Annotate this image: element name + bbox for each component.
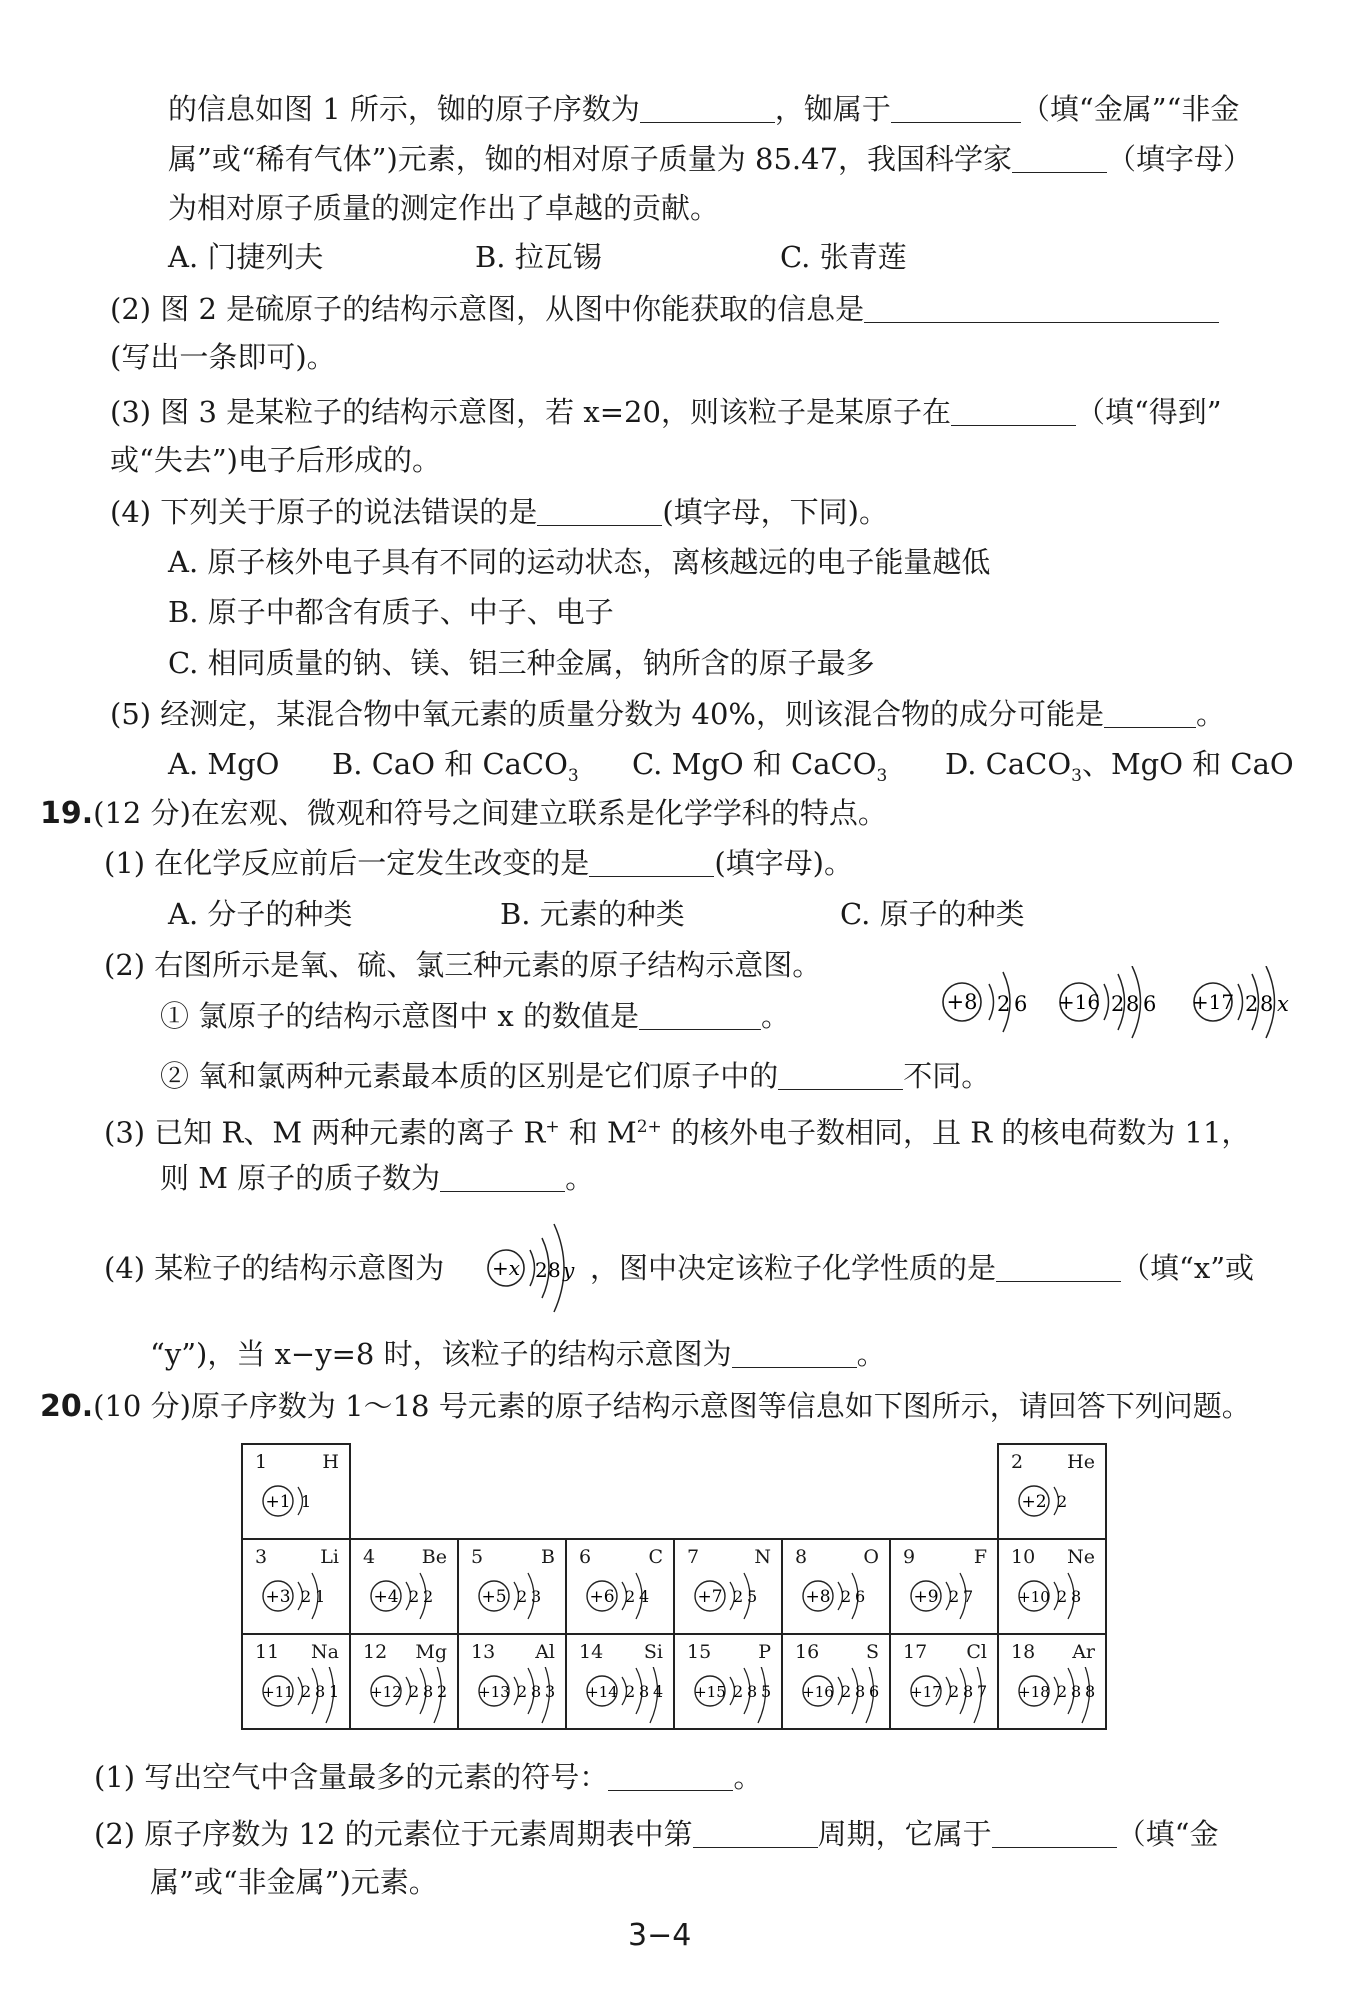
element-symbol: Al <box>535 1641 555 1663</box>
atom-diagram <box>1017 1477 1107 1541</box>
q18-part3 <box>110 392 1222 432</box>
q19-part1-opt-a: A. 分子的种类 <box>168 897 353 931</box>
nucleus-label: +16 <box>802 1683 834 1701</box>
atom-diagram <box>369 1572 459 1636</box>
shell-electrons: 8 <box>531 1682 542 1701</box>
q19-part4-b <box>590 1248 1254 1288</box>
atom-diagram <box>477 1667 567 1731</box>
q18-intro-line1 <box>168 89 1239 129</box>
answer-blank[interactable] <box>778 1059 903 1090</box>
atom-structure-svg <box>477 1667 567 1727</box>
nucleus-label: +15 <box>694 1683 726 1701</box>
shell-electrons: 2 <box>301 1682 312 1701</box>
subscript: 3 <box>1071 765 1082 786</box>
q19-part2-1-text: 。 <box>761 999 791 1033</box>
element-cell <box>566 1634 674 1729</box>
atom-diagram <box>801 1667 891 1731</box>
answer-blank[interactable] <box>608 1760 733 1791</box>
atom-structure-svg <box>477 1572 567 1632</box>
q19-part3-cont <box>160 1158 594 1198</box>
answer-blank[interactable] <box>537 495 662 526</box>
answer-blank[interactable] <box>640 92 775 123</box>
shell-electrons: 7 <box>977 1682 988 1701</box>
atom-structure-svg <box>1017 1572 1107 1632</box>
atom-diagram <box>693 1667 783 1731</box>
shell-electrons: 8 <box>1126 992 1140 1016</box>
q18-intro-text: （填字母） <box>1107 142 1253 176</box>
q19-part3 <box>104 1107 1250 1153</box>
element-cell <box>998 1634 1106 1729</box>
element-symbol: Ar <box>1072 1641 1095 1663</box>
element-symbol: P <box>758 1641 771 1663</box>
q19-part2-1-text: ① 氯原子的结构示意图中 x 的数值是 <box>160 999 640 1033</box>
q18-opt-a: A. 门捷列夫 <box>168 240 324 274</box>
answer-blank[interactable] <box>996 1251 1121 1282</box>
q18-part3-text: （填“得到” <box>1075 395 1222 429</box>
q18-opt-c: C. 张青莲 <box>780 240 907 274</box>
shell-electrons: 5 <box>747 1587 758 1606</box>
q19-part3-text: 。 <box>565 1161 595 1195</box>
q19-part4-text: ，图中决定该粒子化学性质的是 <box>590 1251 997 1285</box>
atom-structure-svg <box>801 1572 891 1632</box>
shell-electrons: 8 <box>423 1682 434 1701</box>
atom-structure-svg <box>693 1667 783 1727</box>
shell-electrons: 6 <box>1014 992 1028 1016</box>
shell-electrons: 2 <box>841 1682 852 1701</box>
subscript: 3 <box>876 765 888 786</box>
q18-part4-text: (4) 下列关于原子的说法错误的是 <box>110 495 538 529</box>
element-cell <box>782 1634 890 1729</box>
option-text: B. CaO 和 CaCO <box>332 747 568 781</box>
q19-part1-text: (1) 在化学反应前后一定发生改变的是 <box>104 846 590 880</box>
q18-part4-text: (填字母，下同)。 <box>662 495 888 529</box>
atom-structure-svg <box>261 1572 351 1632</box>
element-cell <box>458 1539 566 1634</box>
q19-part1-opt-c: C. 原子的种类 <box>840 897 1025 931</box>
shell-electrons: 8 <box>1085 1682 1096 1701</box>
shell-electrons: 8 <box>963 1682 974 1701</box>
empty-cell <box>674 1444 782 1539</box>
atom-diagram <box>261 1667 351 1731</box>
answer-blank[interactable] <box>864 292 1219 323</box>
element-cell <box>890 1539 998 1634</box>
shell-electrons: 1 <box>315 1587 326 1606</box>
nucleus-label: +2 <box>1021 1492 1047 1512</box>
page-number: 3−4 <box>628 1918 692 1953</box>
atomic-number: 15 <box>687 1641 712 1663</box>
atom-diagram <box>261 1572 351 1636</box>
atom-structure-svg <box>935 966 1055 1056</box>
atomic-number: 17 <box>903 1641 928 1663</box>
shell-electrons: 4 <box>653 1682 664 1701</box>
answer-blank[interactable] <box>639 999 761 1030</box>
element-symbol: F <box>973 1546 987 1568</box>
element-cell <box>350 1634 458 1729</box>
nucleus-label: +9 <box>913 1587 939 1607</box>
nucleus-label: +18 <box>1018 1683 1050 1701</box>
shell-electrons: 2 <box>437 1682 448 1701</box>
atom-structure-svg <box>909 1572 999 1632</box>
q20-part1-text: 。 <box>733 1760 763 1794</box>
q19-part2-2-text: ② 氧和氯两种元素最本质的区别是它们原子中的 <box>160 1059 779 1093</box>
q20-number: 20. <box>40 1389 94 1424</box>
atom-structure-svg <box>369 1667 459 1727</box>
element-symbol: He <box>1067 1451 1095 1473</box>
atom-diagram <box>369 1667 459 1731</box>
element-symbol: Cl <box>966 1641 987 1663</box>
empty-cell <box>782 1444 890 1539</box>
shell-electrons: 2 <box>625 1587 636 1606</box>
atomic-number: 10 <box>1011 1546 1036 1568</box>
shell-electrons: 2 <box>301 1587 312 1606</box>
q19-part4 <box>104 1248 444 1288</box>
element-cell <box>242 1444 350 1539</box>
atom-structure-svg <box>261 1477 351 1537</box>
atom-diagram <box>585 1572 675 1636</box>
shell-electrons: 2 <box>625 1682 636 1701</box>
nucleus-label: +8 <box>805 1587 831 1607</box>
q20-part2-text: （填“金 <box>1116 1817 1219 1851</box>
atom-structure-svg <box>585 1572 675 1632</box>
q18-part5 <box>110 694 1225 734</box>
q18-part2-text: (2) 图 2 是硫原子的结构示意图，从图中你能获取的信息是 <box>110 292 865 326</box>
nucleus-label: +11 <box>262 1683 294 1701</box>
shell-electrons: 2 <box>1245 992 1259 1016</box>
atom-structure-svg <box>693 1572 783 1632</box>
atomic-number: 5 <box>471 1546 484 1568</box>
answer-blank[interactable] <box>693 1817 818 1848</box>
atom-structure-svg <box>369 1572 459 1632</box>
q18-part4-opt-c: C. 相同质量的钠、镁、铝三种金属，钠所含的原子最多 <box>168 646 875 680</box>
q18-part3-text: (3) 图 3 是某粒子的结构示意图，若 x=20，则该粒子是某原子在 <box>110 395 951 429</box>
q19-part3-text: 的核外电子数相同，且 R 的核电荷数为 11， <box>661 1115 1251 1150</box>
nucleus-label: +14 <box>586 1683 618 1701</box>
q19-part1-text: (填字母)。 <box>714 846 853 880</box>
shell-electrons: 2 <box>1057 1492 1068 1511</box>
atomic-number: 14 <box>579 1641 604 1663</box>
element-cell <box>242 1539 350 1634</box>
element-symbol: N <box>754 1546 771 1568</box>
shell-electrons: 8 <box>1260 992 1274 1016</box>
answer-blank[interactable] <box>992 1817 1117 1848</box>
q18-opt-b: B. 拉瓦锡 <box>475 240 602 274</box>
q18-part5-text: 。 <box>1195 697 1225 731</box>
shell-electrons: 2 <box>517 1682 528 1701</box>
shell-electrons: 2 <box>997 992 1011 1016</box>
atom-structure-svg <box>484 1218 599 1318</box>
q18-intro-text: 属”或“稀有气体”)元素，铷的相对原子质量为 85.47，我国科学家 <box>168 142 1013 176</box>
shell-electrons: 2 <box>733 1682 744 1701</box>
atomic-number: 3 <box>255 1546 268 1568</box>
q20-part2-text: (2) 原子序数为 12 的元素位于元素周期表中第 <box>94 1817 693 1851</box>
table-row-period-3 <box>242 1634 1106 1729</box>
atom-structure-svg <box>585 1667 675 1727</box>
element-symbol: Na <box>311 1641 339 1663</box>
atom-structure-svg <box>1017 1477 1107 1537</box>
nucleus-label: +7 <box>697 1587 723 1607</box>
shell-electrons: 7 <box>963 1587 974 1606</box>
element-symbol: Be <box>421 1546 447 1568</box>
nucleus-label: +8 <box>946 990 978 1014</box>
shell-electrons: 2 <box>841 1587 852 1606</box>
element-symbol: H <box>322 1451 339 1473</box>
nucleus-label: +12 <box>370 1683 402 1701</box>
atom-diagram <box>801 1572 891 1636</box>
answer-blank[interactable] <box>589 846 714 877</box>
shell-electrons: 2 <box>733 1587 744 1606</box>
atom-diagram <box>1017 1572 1107 1636</box>
atomic-number: 2 <box>1011 1451 1024 1473</box>
shell-electrons: 6 <box>869 1682 880 1701</box>
atomic-number: 1 <box>255 1451 268 1473</box>
element-symbol: C <box>648 1546 663 1568</box>
atomic-number: 4 <box>363 1546 376 1568</box>
element-cell <box>566 1539 674 1634</box>
atomic-number: 9 <box>903 1546 916 1568</box>
q19-header <box>40 793 887 834</box>
q18-part4 <box>110 492 888 532</box>
atom-diagram-oxygen <box>935 966 1055 1060</box>
q20-part1-text: (1) 写出空气中含量最多的元素的符号： <box>94 1760 609 1794</box>
shell-electrons: 2 <box>949 1587 960 1606</box>
element-cell <box>674 1539 782 1634</box>
nucleus-label: +16 <box>1057 990 1101 1014</box>
shell-electrons: 2 <box>949 1682 960 1701</box>
atom-diagram <box>261 1477 351 1541</box>
nucleus-label: +5 <box>481 1587 507 1607</box>
element-cell <box>242 1634 350 1729</box>
subscript: 3 <box>567 765 579 786</box>
q19-part2: (2) 右图所示是氧、硫、氯三种元素的原子结构示意图。 <box>104 948 822 982</box>
element-symbol: Si <box>643 1641 663 1663</box>
answer-blank[interactable] <box>951 395 1076 426</box>
element-symbol: B <box>541 1546 555 1568</box>
element-cell <box>998 1444 1106 1539</box>
shell-electrons: 6 <box>1143 992 1157 1016</box>
charge-superscript: + <box>545 1117 560 1137</box>
q20-part2 <box>94 1814 1218 1854</box>
atom-diagram <box>909 1572 999 1636</box>
atomic-number: 16 <box>795 1641 820 1663</box>
particle-structure-diagram <box>484 1218 599 1322</box>
shell-electrons: 8 <box>855 1682 866 1701</box>
table-row-period-1 <box>242 1444 1106 1539</box>
q19-part4-cont <box>150 1334 886 1374</box>
option-text: C. MgO 和 CaCO <box>632 747 877 781</box>
element-symbol: S <box>865 1641 879 1663</box>
shell-electrons: y <box>563 1258 575 1282</box>
q18-intro-text: ，铷属于 <box>774 92 891 126</box>
q19-part4-text: （填“x”或 <box>1121 1251 1255 1285</box>
option-text: 、MgO 和 CaO <box>1081 747 1294 781</box>
shell-electrons: 2 <box>423 1587 434 1606</box>
option-text: D. CaCO <box>945 747 1072 781</box>
atomic-number: 12 <box>363 1641 388 1663</box>
q18-part5-text: (5) 经测定，某混合物中氧元素的质量分数为 40%，则该混合物的成分可能是 <box>110 697 1104 731</box>
q20-header <box>40 1386 1251 1427</box>
q18-part2 <box>110 289 1219 329</box>
atomic-number: 8 <box>795 1546 808 1568</box>
q18-part5-opt-d <box>945 744 1294 796</box>
q18-part5-opt-b <box>332 744 579 796</box>
q18-part4-opt-a: A. 原子核外电子具有不同的运动状态，离核越远的电子能量越低 <box>168 545 991 579</box>
element-symbol: Ne <box>1067 1546 1095 1568</box>
q19-part2-2 <box>160 1056 990 1096</box>
shell-electrons: 2 <box>409 1682 420 1701</box>
nucleus-label: +1 <box>265 1492 291 1512</box>
atom-structure-svg <box>801 1667 891 1727</box>
element-cell <box>350 1539 458 1634</box>
shell-electrons: 2 <box>535 1258 548 1282</box>
q19-number: 19. <box>40 796 94 831</box>
q19-part2-2-text: 不同。 <box>903 1059 991 1093</box>
atom-diagram-chlorine <box>1186 966 1326 1060</box>
shell-electrons: 1 <box>301 1492 312 1511</box>
element-cell <box>890 1634 998 1729</box>
answer-blank[interactable] <box>732 1337 857 1368</box>
nucleus-label: +10 <box>1018 1588 1050 1606</box>
atom-diagram <box>1017 1667 1107 1731</box>
empty-cell <box>350 1444 458 1539</box>
answer-blank[interactable] <box>1104 697 1196 728</box>
q19-part4-text: “y”)，当 x−y=8 时，该粒子的结构示意图为 <box>150 1337 732 1371</box>
shell-electrons: 2 <box>1057 1587 1068 1606</box>
q18-part4-opt-b: B. 原子中都含有质子、中子、电子 <box>168 595 614 629</box>
atom-structure-svg <box>261 1667 351 1727</box>
shell-electrons: 8 <box>639 1682 650 1701</box>
q20-part1 <box>94 1757 762 1797</box>
atom-structure-svg <box>1052 966 1192 1056</box>
periodic-table-1-18 <box>241 1443 1107 1730</box>
shell-electrons: 2 <box>1057 1682 1068 1701</box>
element-cell <box>458 1634 566 1729</box>
atom-structure-svg <box>1017 1667 1107 1727</box>
q19-part4-text: (4) 某粒子的结构示意图为 <box>104 1251 445 1285</box>
answer-blank[interactable] <box>891 92 1021 123</box>
q18-part3-cont: 或“失去”)电子后形成的。 <box>110 443 441 477</box>
element-symbol: Mg <box>415 1641 447 1663</box>
empty-cell <box>566 1444 674 1539</box>
q19-part3-text: 则 M 原子的质子数为 <box>160 1161 441 1195</box>
atomic-number: 18 <box>1011 1641 1036 1663</box>
nucleus-label: +17 <box>1191 990 1235 1014</box>
atomic-number: 13 <box>471 1641 496 1663</box>
atom-diagram <box>477 1572 567 1636</box>
q19-part1 <box>104 843 853 883</box>
q20-part2-text: 周期，它属于 <box>817 1817 992 1851</box>
atom-diagram <box>585 1667 675 1731</box>
q18-intro-line3: 为相对原子质量的测定作出了卓越的贡献。 <box>168 191 720 225</box>
atom-diagram-sulfur <box>1052 966 1192 1060</box>
charge-superscript: 2+ <box>636 1117 662 1137</box>
shell-electrons: 5 <box>761 1682 772 1701</box>
q19-part2-1 <box>160 996 790 1036</box>
q19-part1-opt-b: B. 元素的种类 <box>500 897 685 931</box>
element-symbol: Li <box>320 1546 339 1568</box>
shell-electrons: 3 <box>531 1587 542 1606</box>
element-cell <box>782 1539 890 1634</box>
element-cell <box>674 1634 782 1729</box>
nucleus-label: +3 <box>265 1587 291 1607</box>
shell-electrons: 4 <box>639 1587 650 1606</box>
empty-cell <box>890 1444 998 1539</box>
atom-structure-svg <box>909 1667 999 1727</box>
nucleus-label: +6 <box>589 1587 615 1607</box>
atomic-number: 6 <box>579 1546 592 1568</box>
nucleus-label: +x <box>491 1256 521 1280</box>
shell-electrons: 2 <box>517 1587 528 1606</box>
table-row-period-2 <box>242 1539 1106 1634</box>
q20-title: (10 分)原子序数为 1～18 号元素的原子结构示意图等信息如下图所示，请回答下列问题。 <box>93 1389 1251 1423</box>
empty-cell <box>458 1444 566 1539</box>
q20-part2-cont: 属”或“非金属”)元素。 <box>150 1865 438 1899</box>
nucleus-label: +13 <box>478 1683 510 1701</box>
q19-part3-text: 和 M <box>559 1115 637 1150</box>
shell-electrons: 8 <box>1071 1682 1082 1701</box>
shell-electrons: 8 <box>315 1682 326 1701</box>
shell-electrons: 8 <box>747 1682 758 1701</box>
atom-diagram <box>693 1572 783 1636</box>
atomic-number: 11 <box>255 1641 280 1663</box>
atom-diagram <box>909 1667 999 1731</box>
answer-blank[interactable] <box>1012 142 1107 173</box>
element-symbol: O <box>863 1546 879 1568</box>
q18-part5-opt-a: A. MgO <box>168 747 280 781</box>
q18-intro-text: （填“金属”“非金 <box>1020 92 1240 126</box>
nucleus-label: +17 <box>910 1683 942 1701</box>
shell-electrons: 6 <box>855 1587 866 1606</box>
atom-structure-svg <box>1186 966 1326 1056</box>
atomic-number: 7 <box>687 1546 700 1568</box>
shell-electrons: x <box>1277 992 1289 1016</box>
nucleus-label: +4 <box>373 1587 399 1607</box>
q18-intro-line2 <box>168 139 1252 179</box>
shell-electrons: 8 <box>548 1258 561 1282</box>
shell-electrons: 2 <box>409 1587 420 1606</box>
q18-intro-text: 的信息如图 1 所示，铷的原子序数为 <box>168 92 640 126</box>
shell-electrons: 2 <box>1111 992 1125 1016</box>
q19-part4-text: 。 <box>856 1337 886 1371</box>
q19-title: (12 分)在宏观、微观和符号之间建立联系是化学学科的特点。 <box>93 796 887 830</box>
shell-electrons: 8 <box>1071 1587 1082 1606</box>
element-cell <box>998 1539 1106 1634</box>
shell-electrons: 3 <box>545 1682 556 1701</box>
q18-part2-cont: (写出一条即可)。 <box>110 340 336 374</box>
shell-electrons: 1 <box>329 1682 340 1701</box>
answer-blank[interactable] <box>440 1161 565 1192</box>
q18-part5-opt-c <box>632 744 887 796</box>
q19-part3-text: (3) 已知 R、M 两种元素的离子 R <box>104 1115 546 1150</box>
